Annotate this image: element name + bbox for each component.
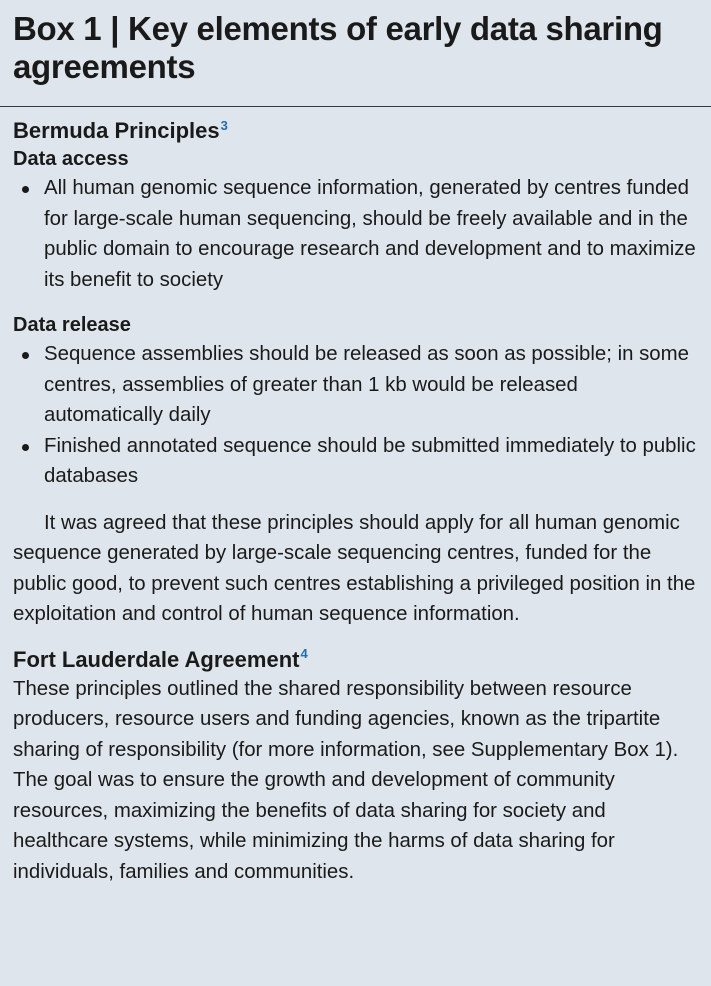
fort-lauderdale-paragraph: These principles outlined the shared responsibility between resource producers, resource users and funding agencies, known as the tripartite sharing of responsibility (for more information, see Supplementary Box 1). The goal was to ensure the growth and development of community resources, maximizing the benefits of data sharing for society and healthcare systems, while minimizing the harms of data sharing for individuals, families and communities. (13, 677, 679, 883)
fort-lauderdale-title (13, 646, 699, 674)
bermuda-paragraph: It was agreed that these principles should apply for all human genomic sequence generated by large-scale sequencing centres, funded for the public good, to prevent such centres establishing a privileged position in the exploitation and control of human sequence information. (13, 511, 696, 625)
fort-lauderdale-section (13, 646, 699, 888)
box-title: Box 1 | Key elements of early data sharing agreements (13, 10, 663, 85)
title-divider (0, 106, 711, 107)
list-item (13, 339, 699, 431)
data-release-list (13, 339, 699, 492)
data-release-heading: Data release (13, 314, 131, 336)
list-item-text: All human genomic sequence information, generated by centres funded for large-scale human sequencing, should be freely available and in the public domain to encourage research and development and to maximize its benefit to society (44, 177, 696, 291)
bermuda-title (13, 117, 699, 145)
bullet-icon (22, 352, 29, 359)
list-item-text: Finished annotated sequence should be submitted immediately to public databases (44, 434, 696, 487)
bullet-icon (22, 186, 29, 193)
bermuda-reference[interactable]: 3 (220, 117, 228, 133)
bermuda-section (13, 117, 699, 630)
fort-lauderdale-title-text: Fort Lauderdale Agreement (13, 646, 300, 672)
data-access-list (13, 173, 699, 295)
list-item-text: Sequence assemblies should be released as soon as possible; in some centres, assemblies of greater than 1 kb would be released automatically daily (44, 343, 689, 426)
bullet-icon (22, 444, 29, 451)
bermuda-title-text: Bermuda Principles (13, 118, 220, 143)
data-access-heading: Data access (13, 148, 129, 170)
fort-lauderdale-reference[interactable]: 4 (300, 646, 308, 662)
list-item (13, 431, 699, 492)
list-item (13, 173, 699, 295)
